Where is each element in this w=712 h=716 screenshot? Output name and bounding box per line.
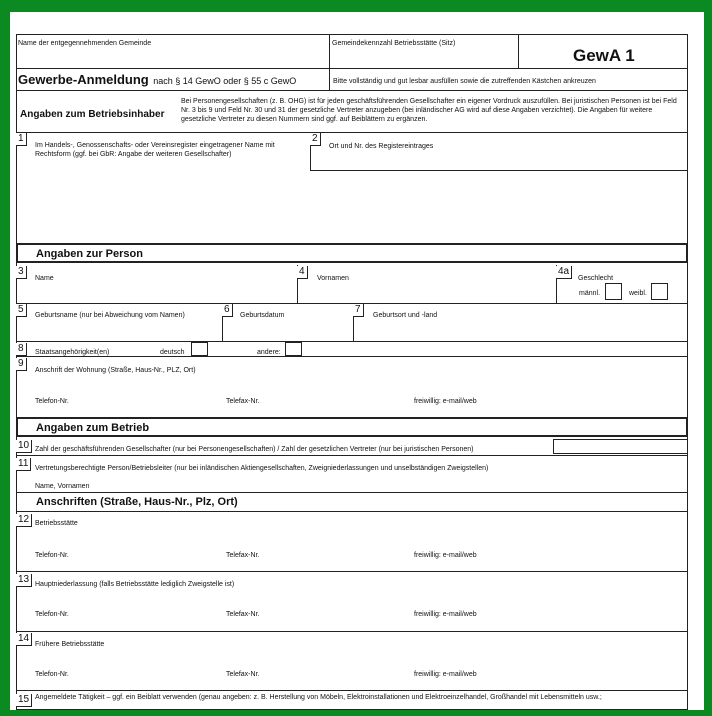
field-14-label: Frühere Betriebsstätte [35,641,105,648]
field-14-number: 14 [16,633,32,646]
field-8-number: 8 [16,343,27,356]
field-11-sub-label: Name, Vornamen [35,483,90,490]
f12-email-label: freiwillig: e-mail/web [414,552,477,559]
field-2-input[interactable] [312,172,686,240]
section-betrieb-heading: Angaben zum Betrieb [36,422,150,434]
field-11-label: Vertretungsberechtigte Person/Betriebsleiter (nur bei inländischen Aktiengesellschaften, Zweigniederlassungen und unselbständigen Zweigstellen) [35,465,489,472]
field-7-input[interactable] [372,320,686,340]
field-15-label: Angemeldete Tätigkeit – ggf. ein Beiblatt verwenden (genau angeben: z. B. Herstellung von Möbeln, Elektroinstallationen und Elektroeinzelhandel, Großhandel mit Lebensmitteln usw.; [35,694,602,701]
field-1-number: 1 [16,133,27,146]
field-10-number: 10 [16,440,32,453]
f9-telefon-label: Telefon-Nr. [35,398,69,405]
field-12-number: 12 [16,514,32,527]
andere-label: andere: [257,349,281,356]
field-6-number: 6 [222,304,233,317]
field-9-label: Anschrift der Wohnung (Straße, Haus-Nr., PLZ, Ort) [35,367,196,374]
field-14-input[interactable] [34,650,684,666]
field-9-number: 9 [16,358,27,371]
field-4-input[interactable] [316,282,554,302]
field-13-number: 13 [16,574,32,587]
form-sheet [10,12,704,710]
section-betriebsinhaber-heading: Angaben zum Betriebsinhaber [20,109,165,120]
kennzahl-label: Gemeindekennzahl Betriebsstätte (Sitz) [332,40,456,47]
f13-email-label: freiwillig: e-mail/web [414,611,477,618]
field-7-number: 7 [353,304,364,317]
field-5-input[interactable] [34,320,219,340]
f14-email-label: freiwillig: e-mail/web [414,671,477,678]
deutsch-label: deutsch [160,349,185,356]
gemeinde-label: Name der entgegennehmenden Gemeinde [18,40,152,47]
field-4a-number: 4a [556,266,572,279]
field-11-input[interactable] [100,478,684,490]
f13-telefon-label: Telefon-Nr. [35,611,69,618]
field-8-label: Staatsangehörigkeit(en) [35,349,110,356]
maennl-checkbox[interactable] [605,283,622,300]
field-11-number: 11 [16,458,31,471]
field-9-input[interactable] [34,376,684,394]
f14-telefon-label: Telefon-Nr. [35,671,69,678]
instruction-text: Bitte vollständig und gut lesbar ausfüllen sowie die zutreffenden Kästchen ankreuzen [333,78,596,85]
field-2-number: 2 [310,133,321,146]
deutsch-checkbox[interactable] [191,342,208,356]
title-main: Gewerbe-Anmeldung [18,72,149,87]
f12-telefax-label: Telefax-Nr. [226,552,260,559]
maennl-label: männl. [579,290,601,297]
andere-input[interactable] [305,343,685,355]
section-person-heading: Angaben zur Person [36,248,143,260]
field-3-number: 3 [16,266,27,279]
f12-telefon-label: Telefon-Nr. [35,552,69,559]
field-2-label: Ort und Nr. des Registereintrages [329,143,434,150]
field-1-label: Im Handels-, Genossenschafts- oder Vereinsregister eingetragener Name mit Rechtsform (ggf. bei GbR: Angabe der weiteren Gesellschafter) [35,142,275,158]
weibl-label: weibl. [629,290,647,297]
title-suffix: nach § 14 GewO oder § 55 c GewO [153,76,297,86]
field-13-label: Hauptniederlassung (falls Betriebsstätte lediglich Zweigstelle ist) [35,581,235,588]
field-3-label: Name [35,275,54,282]
field-10-input[interactable] [553,439,688,454]
section-anschriften-heading: Anschriften (Straße, Haus-Nr., Plz, Ort) [36,496,238,508]
field-4-label: Vornamen [317,275,349,282]
field-7-label: Geburtsort und -land [373,312,438,319]
field-6-input[interactable] [239,320,351,340]
field-4-number: 4 [297,266,308,279]
field-10-label: Zahl der geschäftsführenden Gesellschafter (nur bei Personengesellschaften) / Zahl der gesetzlichen Vertreter (nur bei juristischen Personen) [35,446,474,453]
form-code: GewA 1 [573,46,635,65]
f13-telefax-label: Telefax-Nr. [226,611,260,618]
weibl-checkbox[interactable] [651,283,668,300]
field-5-label: Geburtsname (nur bei Abweichung vom Namen) [35,312,185,319]
field-1-input[interactable] [18,162,308,240]
field-15-number: 15 [16,694,32,707]
andere-checkbox[interactable] [285,342,302,356]
field-3-input[interactable] [34,282,296,302]
f14-telefax-label: Telefax-Nr. [226,671,260,678]
field-5-number: 5 [16,304,27,317]
field-13-input[interactable] [34,590,684,606]
field-4a-label: Geschlecht [578,275,614,282]
field-12-input[interactable] [34,529,684,547]
field-12-label: Betriebsstätte [35,520,78,527]
f9-email-label: freiwillig: e-mail/web [414,398,477,405]
f9-telefax-label: Telefax-Nr. [226,398,260,405]
field-6-label: Geburtsdatum [240,312,285,319]
form-title [18,71,296,89]
betriebsinhaber-note: Bei Personengesellschaften (z. B. OHG) ist für jeden geschäftsführenden Gesellschafter ein eigener Vordruck auszufüllen. Bei juristischen Personen ist bei Feld Nr. 3 bis 9 und Feld Nr. 30 und 31 der gesetzliche Vertreter anzugeben (bei inländischer AG wird auf diese Angaben verzichtet). Die Angaben für weitere gesetzliche Vertreter zu diesen Nummern sind ggf. auf Beiblättern zu ergänzen. [181,98,677,123]
